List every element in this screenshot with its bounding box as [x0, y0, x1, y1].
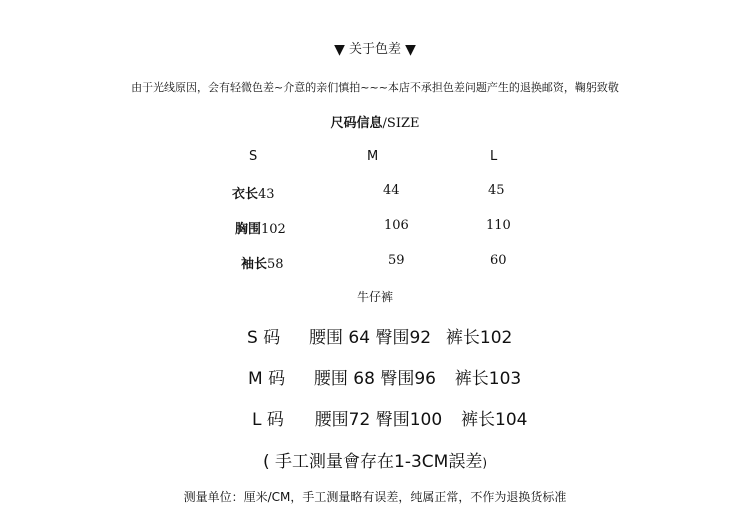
manual-measure-text: ( 手工測量會存在1-3CM誤差: [262, 452, 483, 472]
jeans-waist: 腰围 64: [309, 328, 371, 348]
unit-note: 测量单位：厘米/CM，手工测量略有误差，纯属正常，不作为退换货标准: [183, 490, 567, 504]
jeans-hip: 臀围92: [375, 328, 432, 348]
size-row-label: 衣长43: [232, 187, 275, 202]
size-info-title: [0, 112, 750, 131]
size-row-l-value: 60: [490, 253, 507, 268]
jeans-size: S 码: [247, 328, 281, 348]
size-header-m: M: [367, 149, 379, 164]
jeans-length: 裤长102: [445, 328, 513, 348]
triangle-down-icon: ▼: [405, 42, 416, 58]
size-info-title-cn: 尺码信息: [330, 116, 383, 131]
size-row-s-value: 102: [261, 222, 286, 237]
jeans-waist: 腰围 68: [313, 369, 375, 389]
size-header-l: L: [490, 149, 498, 164]
jeans-row: [252, 405, 527, 430]
jeans-length: 裤长104: [461, 410, 528, 430]
jeans-title: 牛仔裤: [356, 290, 393, 304]
size-row-l-value: 110: [486, 218, 511, 233]
jeans-hip: 臀围96: [380, 369, 436, 389]
size-row-label: 袖长58: [241, 257, 284, 272]
size-header-s: S: [249, 149, 258, 164]
size-row-l-value: 45: [488, 183, 505, 198]
size-row-m-value: 44: [383, 183, 400, 198]
manual-measure-close: ): [482, 456, 488, 470]
jeans-size: M 码: [248, 369, 286, 389]
jeans-row: [247, 323, 512, 348]
jeans-hip: 臀围100: [375, 410, 443, 430]
size-row-m-value: 106: [384, 218, 409, 233]
size-row-label: 胸围102: [235, 222, 286, 237]
size-row-s-value: 58: [267, 257, 284, 272]
color-note-heading: [0, 38, 750, 58]
manual-measure-note: [0, 447, 750, 472]
size-row-s-value: 43: [258, 187, 275, 202]
triangle-down-icon: ▼: [334, 42, 345, 58]
color-note-heading-text: 关于色差: [348, 42, 401, 57]
color-note-text: 由于光线原因，会有轻微色差~介意的亲们慎拍~~~本店不承担色差问题产生的退换邮资，鞠躬致敬: [131, 81, 619, 94]
jeans-size: L 码: [252, 410, 284, 430]
size-row-m-value: 59: [388, 253, 405, 268]
size-info-title-en: /SIZE: [382, 116, 420, 131]
jeans-row: [248, 364, 521, 389]
jeans-waist: 腰围72: [314, 410, 371, 430]
jeans-length: 裤长103: [454, 369, 522, 389]
